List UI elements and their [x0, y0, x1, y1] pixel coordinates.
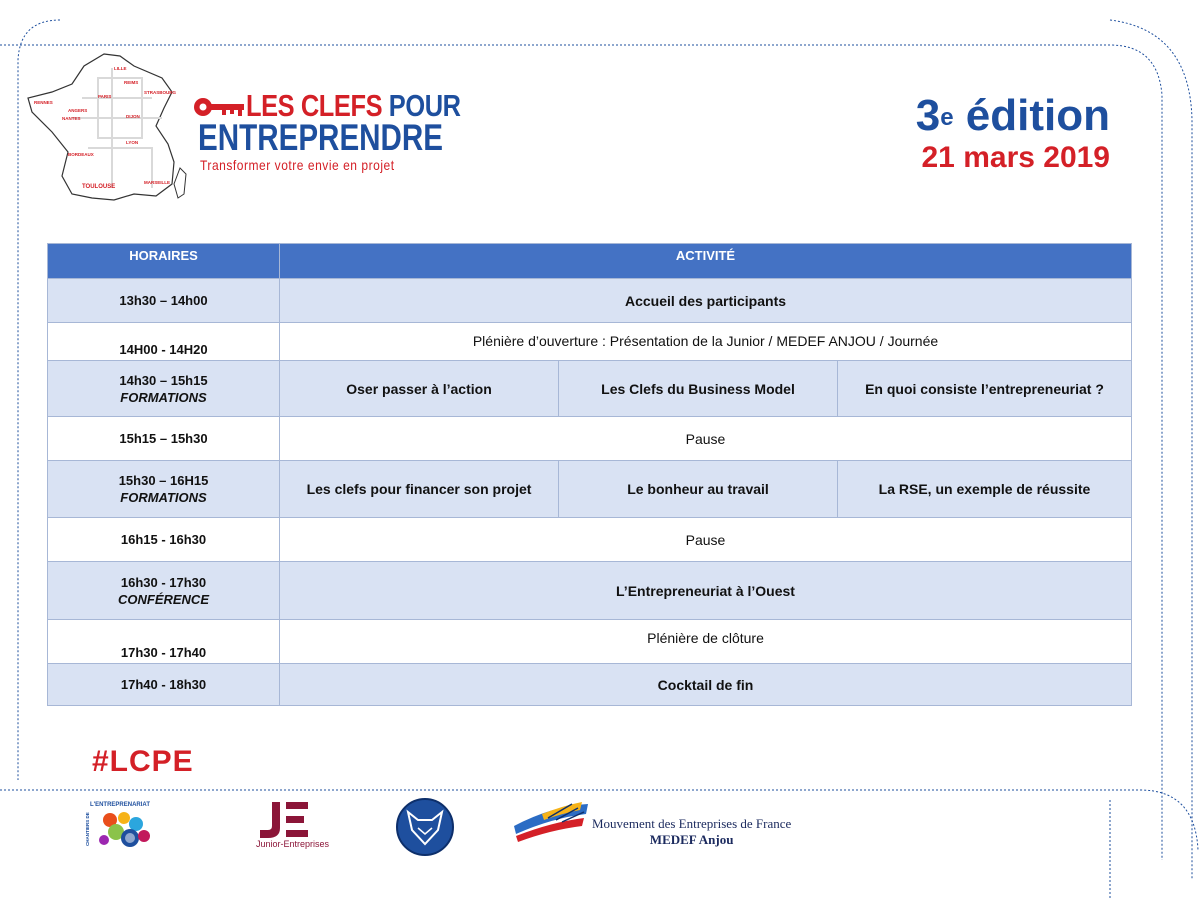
row-activity: Pause	[280, 417, 1132, 461]
row-time: 15h15 – 15h30	[48, 417, 280, 461]
row-activity: Plénière d’ouverture : Présentation de la Junior / MEDEF ANJOU / Journée	[280, 323, 1132, 361]
row-time-sub: CONFÉRENCE	[117, 591, 209, 607]
map-city-label: TOULOUSE	[82, 184, 116, 190]
row-activity: Pause	[280, 518, 1132, 562]
map-city-label: LILLE	[114, 66, 127, 71]
row-activity: L’Entrepreneuriat à l’Ouest	[280, 562, 1132, 620]
table-header-row	[48, 244, 1132, 279]
logo-entreprenariat-text: L'ENTREPRENARIAT	[90, 802, 150, 808]
map-city-label: RENNES	[34, 100, 53, 105]
brand-logo	[192, 88, 461, 178]
medef-line2: MEDEF Anjou	[649, 832, 734, 847]
row-activity: Accueil des participants	[280, 279, 1132, 323]
map-city-label: REIMS	[124, 80, 139, 85]
junior-entreprises-logo	[258, 800, 310, 840]
row-activity: Le bonheur au travail	[559, 461, 838, 518]
hashtag: #LCPE	[92, 745, 194, 778]
row-time-sub: FORMATIONS	[120, 389, 207, 405]
row-activity: Oser passer à l’action	[280, 361, 559, 417]
row-activity: Plénière de clôture	[280, 620, 1132, 664]
row-activity: La RSE, un exemple de réussite	[838, 461, 1132, 518]
row-time: 16h15 - 16h30	[48, 518, 280, 562]
map-city-label: BORDEAUX	[68, 152, 94, 157]
medef-line1: Mouvement des Entreprises de France	[592, 816, 792, 831]
medef-logo	[512, 800, 592, 844]
map-city-label: LYON	[126, 140, 139, 145]
table-row	[48, 562, 1132, 620]
row-time: 17h40 - 18h30	[48, 664, 280, 706]
row-time: 15h30 – 16H15 FORMATIONS	[48, 461, 280, 518]
france-map	[22, 48, 190, 208]
header-activite: ACTIVITÉ	[280, 244, 1132, 279]
logo-chantiers-text: CHANTIERS DE	[85, 812, 90, 846]
table-row	[48, 518, 1132, 562]
row-activity: En quoi consiste l’entrepreneuriat ?	[838, 361, 1132, 417]
table-row	[48, 279, 1132, 323]
medef-text	[592, 816, 791, 848]
row-activity: Cocktail de fin	[280, 664, 1132, 706]
row-time: 17h30 - 17h40	[48, 620, 280, 664]
table-row	[48, 361, 1132, 417]
table-row	[48, 323, 1132, 361]
row-activity: Les Clefs du Business Model	[559, 361, 838, 417]
map-city-label: NANTES	[62, 116, 81, 121]
map-city-label: ANGERS	[68, 108, 88, 113]
chantiers-entreprenariat-logo	[84, 796, 164, 858]
row-time: 13h30 – 14h00	[48, 279, 280, 323]
map-city-label: STRASBOURG	[144, 90, 177, 95]
edition-block	[916, 92, 1110, 176]
table-row	[48, 461, 1132, 518]
brand-title-line2: ENTREPRENDRE	[198, 117, 444, 158]
junior-entreprises-text: Junior-Entreprises	[256, 839, 330, 849]
map-city-label: PARIS	[98, 94, 112, 99]
header-horaires: HORAIRES	[48, 244, 280, 279]
map-city-label: DIJON	[126, 114, 140, 119]
row-time: 14H00 - 14H20	[48, 323, 280, 361]
row-time: 14h30 – 15h15 FORMATIONS	[48, 361, 280, 417]
fox-logo	[396, 798, 454, 856]
brand-tagline: Transformer votre envie en projet	[200, 157, 395, 173]
table-row	[48, 417, 1132, 461]
map-city-label: MARSEILLE	[144, 180, 171, 185]
row-time: 16h30 - 17h30 CONFÉRENCE	[48, 562, 280, 620]
row-time-sub: FORMATIONS	[120, 490, 207, 505]
table-row	[48, 620, 1132, 664]
schedule-table	[47, 243, 1132, 706]
table-row	[48, 664, 1132, 706]
edition-title: 3e édition	[915, 91, 1110, 140]
edition-date: 21 mars 2019	[921, 141, 1110, 174]
brand-title-line1: LES CLEFS POUR	[246, 88, 461, 123]
row-activity: Les clefs pour financer son projet	[280, 461, 559, 518]
